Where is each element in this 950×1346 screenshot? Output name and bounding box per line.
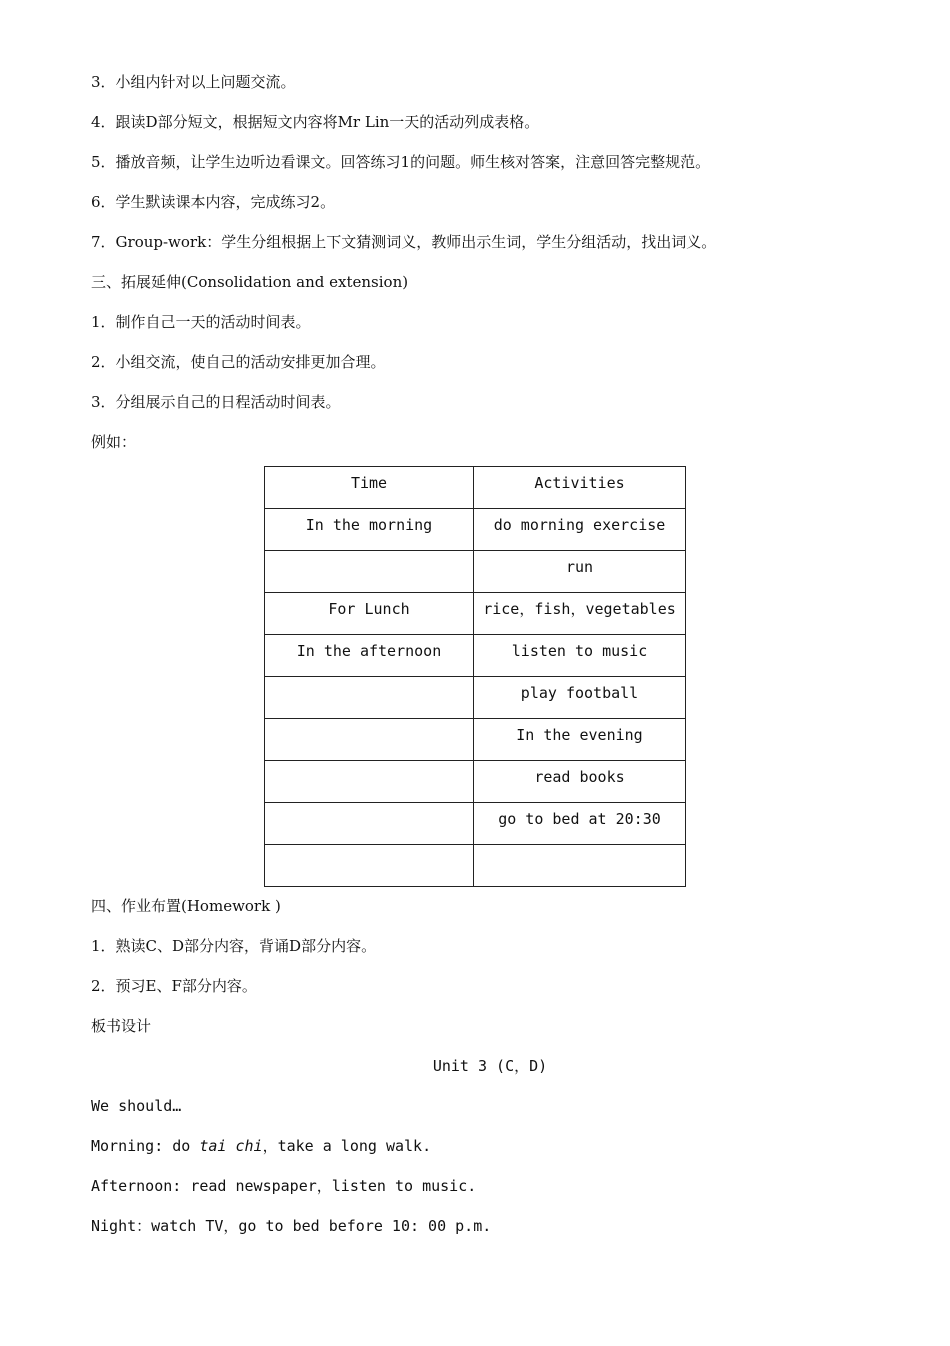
table-cell-time: For Lunch <box>265 593 474 635</box>
table-header-activities: Activities <box>474 467 686 509</box>
table-cell-activity: go to bed at 20:30 <box>474 803 686 845</box>
table-row <box>265 509 686 551</box>
table-cell-time: In the morning <box>265 509 474 551</box>
board-heading: Unit 3 (C，D) <box>432 1057 548 1075</box>
table-cell-time <box>265 803 474 845</box>
table-cell-activity: rice，fish，vegetables <box>474 593 686 635</box>
board-morning-suffix: ，take a long walk. <box>262 1137 432 1155</box>
section4-item-2: 2．预习E、F部分内容。 <box>91 977 257 995</box>
section3-item-1: 1．制作自己一天的活动时间表。 <box>91 313 311 331</box>
table-cell-time <box>265 677 474 719</box>
board-afternoon: Afternoon: read newspaper，listen to music. <box>91 1177 477 1195</box>
board-morning <box>91 1136 431 1156</box>
table-cell-time <box>265 761 474 803</box>
table-cell-time <box>265 719 474 761</box>
schedule-table <box>264 466 686 887</box>
step-5: 5．播放音频，让学生边听边看课文。回答练习1的问题。师生核对答案，注意回答完整规范。 <box>91 153 711 171</box>
table-row <box>265 635 686 677</box>
section4-title: 四、作业布置(Homework ) <box>91 897 281 915</box>
board-night: Night：watch TV，go to bed before 10: 00 p.m. <box>91 1217 492 1235</box>
section3-title: 三、拓展延伸(Consolidation and extension) <box>91 273 409 291</box>
board-title: 板书设计 <box>91 1017 152 1035</box>
table-row <box>265 803 686 845</box>
table-cell-time: In the afternoon <box>265 635 474 677</box>
table-row <box>265 551 686 593</box>
table-cell-activity: play football <box>474 677 686 719</box>
table-cell-activity: read books <box>474 761 686 803</box>
table-header-row <box>265 467 686 509</box>
table-row <box>265 845 686 887</box>
table-cell-activity: listen to music <box>474 635 686 677</box>
table-cell-time <box>265 551 474 593</box>
step-3: 3．小组内针对以上问题交流。 <box>91 73 296 91</box>
board-morning-prefix: Morning: do <box>91 1137 200 1155</box>
table-row <box>265 719 686 761</box>
table-cell-time <box>265 845 474 887</box>
table-header-time: Time <box>265 467 474 509</box>
board-we-should: We should… <box>91 1097 182 1115</box>
table-row <box>265 677 686 719</box>
table-cell-activity: run <box>474 551 686 593</box>
example-label: 例如： <box>91 433 137 451</box>
step-6: 6．学生默读课本内容，完成练习2。 <box>91 193 336 211</box>
table-cell-activity <box>474 845 686 887</box>
table-cell-activity: In the evening <box>474 719 686 761</box>
section3-item-2: 2．小组交流，使自己的活动安排更加合理。 <box>91 353 386 371</box>
step-7: 7．Group-work：学生分组根据上下文猜测词义，教师出示生词，学生分组活动，找出词义。 <box>91 233 717 251</box>
section4-item-1: 1．熟读C、D部分内容，背诵D部分内容。 <box>91 937 377 955</box>
board-morning-italic: tai chi <box>199 1137 263 1155</box>
table-row <box>265 761 686 803</box>
section3-item-3: 3．分组展示自己的日程活动时间表。 <box>91 393 341 411</box>
step-4: 4．跟读D部分短文，根据短文内容将Mr Lin一天的活动列成表格。 <box>91 113 540 131</box>
table-row <box>265 593 686 635</box>
table-cell-activity: do morning exercise <box>474 509 686 551</box>
